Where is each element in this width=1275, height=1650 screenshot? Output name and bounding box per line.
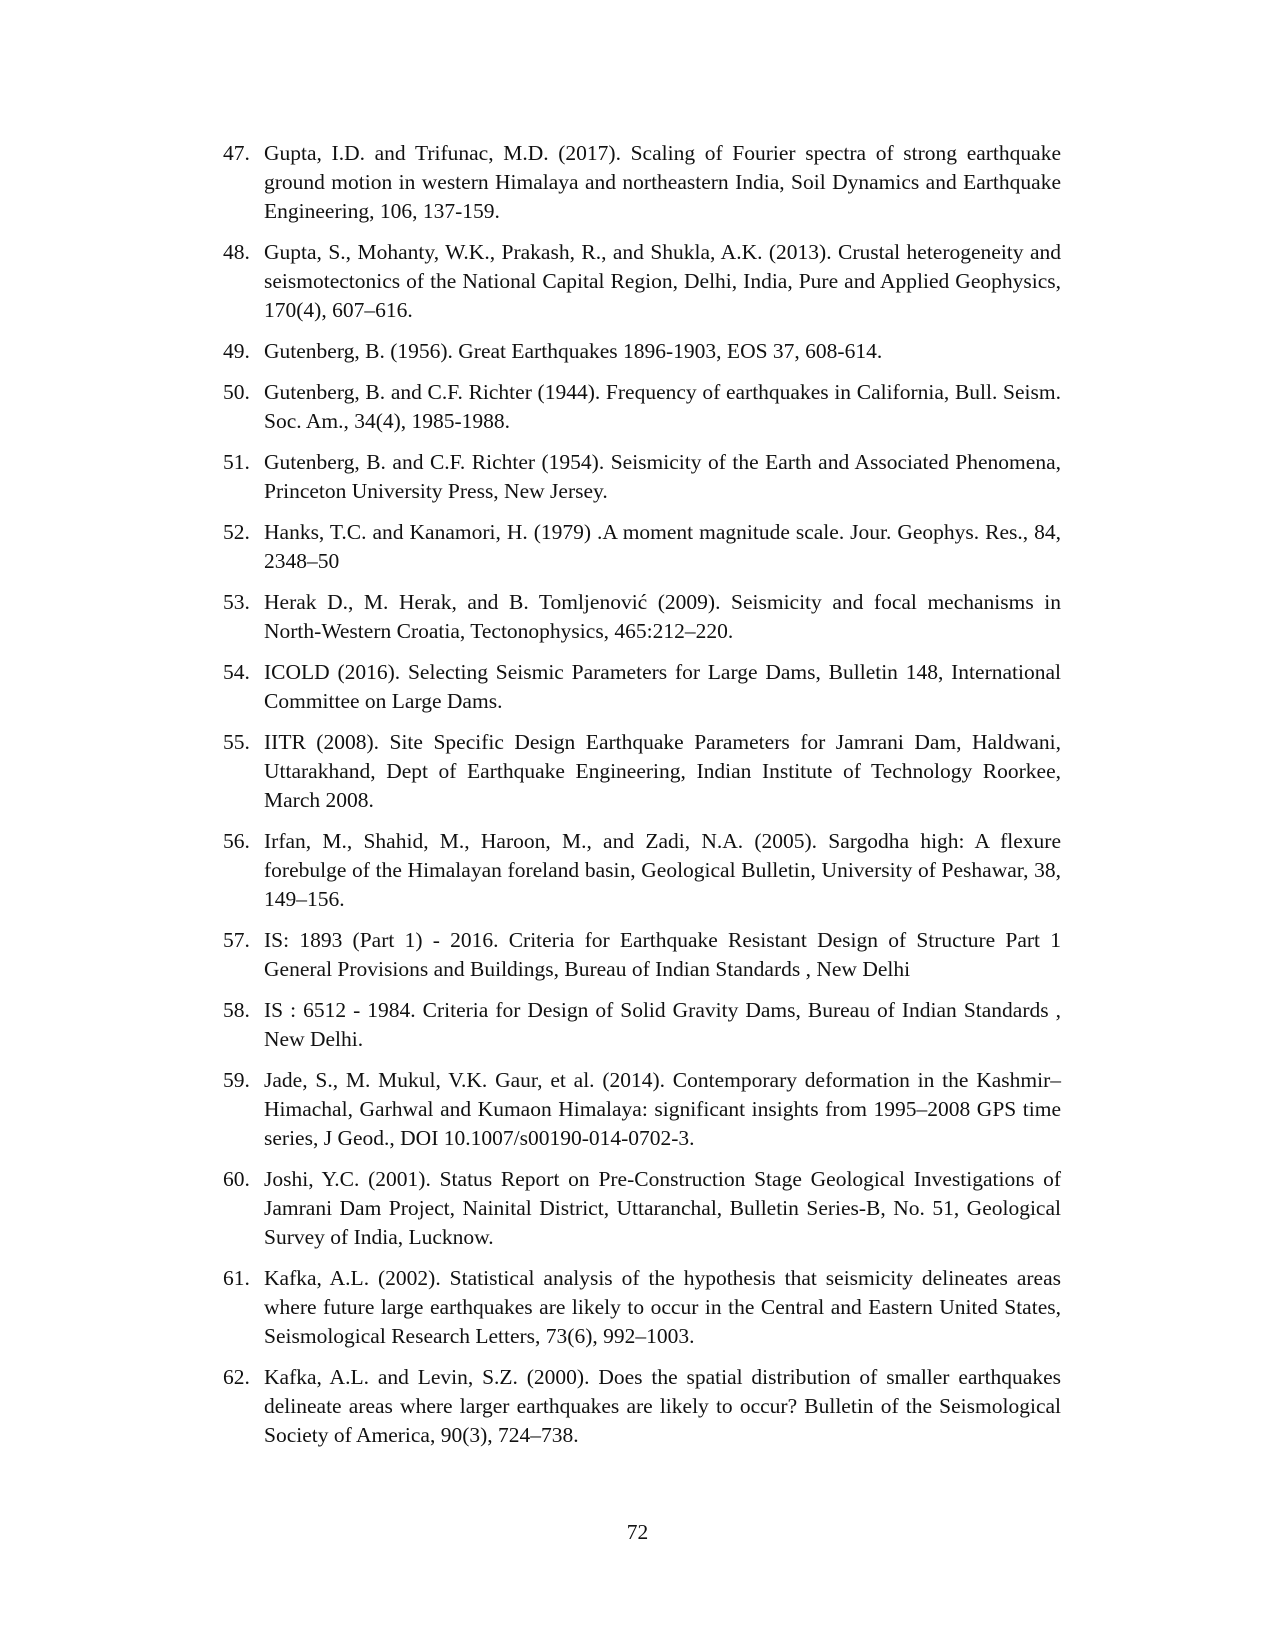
reference-item bbox=[223, 448, 1061, 506]
reference-number: 61. bbox=[223, 1266, 250, 1290]
reference-number: 53. bbox=[223, 590, 250, 614]
reference-text: Kafka, A.L. (2002). Statistical analysis of the hypothesis that seismicity delineates areas where future large earthquakes are likely to occur in the Central and Eastern United States, Seismological Research Letters, 73(6), 992–1003. bbox=[264, 1266, 1061, 1348]
reference-number: 58. bbox=[223, 998, 250, 1022]
reference-item bbox=[223, 658, 1061, 716]
reference-item bbox=[223, 1264, 1061, 1351]
reference-item bbox=[223, 378, 1061, 436]
reference-number: 62. bbox=[223, 1365, 250, 1389]
reference-text: Herak D., M. Herak, and B. Tomljenović (2009). Seismicity and focal mechanisms in North-Western Croatia, Tectonophysics, 465:212–220. bbox=[264, 590, 1061, 643]
reference-item bbox=[223, 518, 1061, 576]
reference-item bbox=[223, 1165, 1061, 1252]
reference-item bbox=[223, 728, 1061, 815]
reference-item bbox=[223, 337, 1061, 366]
reference-text: Jade, S., M. Mukul, V.K. Gaur, et al. (2014). Contemporary deformation in the Kashmir–Himachal, Garhwal and Kumaon Himalaya: significant insights from 1995–2008 GPS time series, J Geod., DOI 10.1007/s00190-014-0702-3. bbox=[264, 1068, 1061, 1150]
page-number: 72 bbox=[626, 1520, 649, 1544]
reference-item bbox=[223, 238, 1061, 325]
reference-text: Gupta, S., Mohanty, W.K., Prakash, R., and Shukla, A.K. (2013). Crustal heterogeneity and seismotectonics of the National Capital Region, Delhi, India, Pure and Applied Geophysics, 170(4), 607–616. bbox=[264, 240, 1061, 322]
reference-number: 48. bbox=[223, 240, 250, 264]
reference-text: Irfan, M., Shahid, M., Haroon, M., and Zadi, N.A. (2005). Sargodha high: A flexure forebulge of the Himalayan foreland basin, Geological Bulletin, University of Peshawar, 38, 149–156. bbox=[264, 829, 1061, 911]
reference-number: 52. bbox=[223, 520, 250, 544]
reference-text: Gupta, I.D. and Trifunac, M.D. (2017). Scaling of Fourier spectra of strong earthquake ground motion in western Himalaya and northeastern India, Soil Dynamics and Earthquake Engineering, 106, 137-159. bbox=[264, 141, 1061, 223]
reference-text: ICOLD (2016). Selecting Seismic Parameters for Large Dams, Bulletin 148, International Committee on Large Dams. bbox=[264, 660, 1061, 713]
reference-number: 60. bbox=[223, 1167, 250, 1191]
reference-text: Gutenberg, B. (1956). Great Earthquakes 1896-1903, EOS 37, 608-614. bbox=[264, 339, 883, 363]
reference-number: 57. bbox=[223, 928, 250, 952]
reference-text: Joshi, Y.C. (2001). Status Report on Pre-Construction Stage Geological Investigations of Jamrani Dam Project, Nainital District, Uttaranchal, Bulletin Series-B, No. 51, Geological Survey of India, Lucknow. bbox=[264, 1167, 1061, 1249]
reference-number: 49. bbox=[223, 339, 250, 363]
reference-text: Gutenberg, B. and C.F. Richter (1944). Frequency of earthquakes in California, Bull. Seism. Soc. Am., 34(4), 1985-1988. bbox=[264, 380, 1061, 433]
reference-item bbox=[223, 1363, 1061, 1450]
reference-number: 51. bbox=[223, 450, 250, 474]
reference-item bbox=[223, 139, 1061, 226]
reference-number: 56. bbox=[223, 829, 250, 853]
reference-list bbox=[223, 139, 1061, 1462]
reference-text: IITR (2008). Site Specific Design Earthquake Parameters for Jamrani Dam, Haldwani, Uttarakhand, Dept of Earthquake Engineering, Indian Institute of Technology Roorkee, March 2008. bbox=[264, 730, 1061, 812]
reference-item bbox=[223, 1066, 1061, 1153]
reference-text: Kafka, A.L. and Levin, S.Z. (2000). Does the spatial distribution of smaller earthquakes delineate areas where larger earthquakes are likely to occur? Bulletin of the Seismological Society of America, 90(3), 724–738. bbox=[264, 1365, 1061, 1447]
reference-text: Hanks, T.C. and Kanamori, H. (1979) .A moment magnitude scale. Jour. Geophys. Res., 84, 2348–50 bbox=[264, 520, 1061, 573]
reference-number: 47. bbox=[223, 141, 250, 165]
reference-number: 55. bbox=[223, 730, 250, 754]
reference-item bbox=[223, 827, 1061, 914]
reference-number: 54. bbox=[223, 660, 250, 684]
reference-number: 50. bbox=[223, 380, 250, 404]
reference-text: IS: 1893 (Part 1) - 2016. Criteria for Earthquake Resistant Design of Structure Part 1 General Provisions and Buildings, Bureau of Indian Standards , New Delhi bbox=[264, 928, 1061, 981]
reference-item bbox=[223, 588, 1061, 646]
reference-number: 59. bbox=[223, 1068, 250, 1092]
reference-text: Gutenberg, B. and C.F. Richter (1954). Seismicity of the Earth and Associated Phenomena, Princeton University Press, New Jersey. bbox=[264, 450, 1061, 503]
reference-item bbox=[223, 996, 1061, 1054]
reference-item bbox=[223, 926, 1061, 984]
reference-text: IS : 6512 - 1984. Criteria for Design of Solid Gravity Dams, Bureau of Indian Standards , New Delhi. bbox=[264, 998, 1061, 1051]
